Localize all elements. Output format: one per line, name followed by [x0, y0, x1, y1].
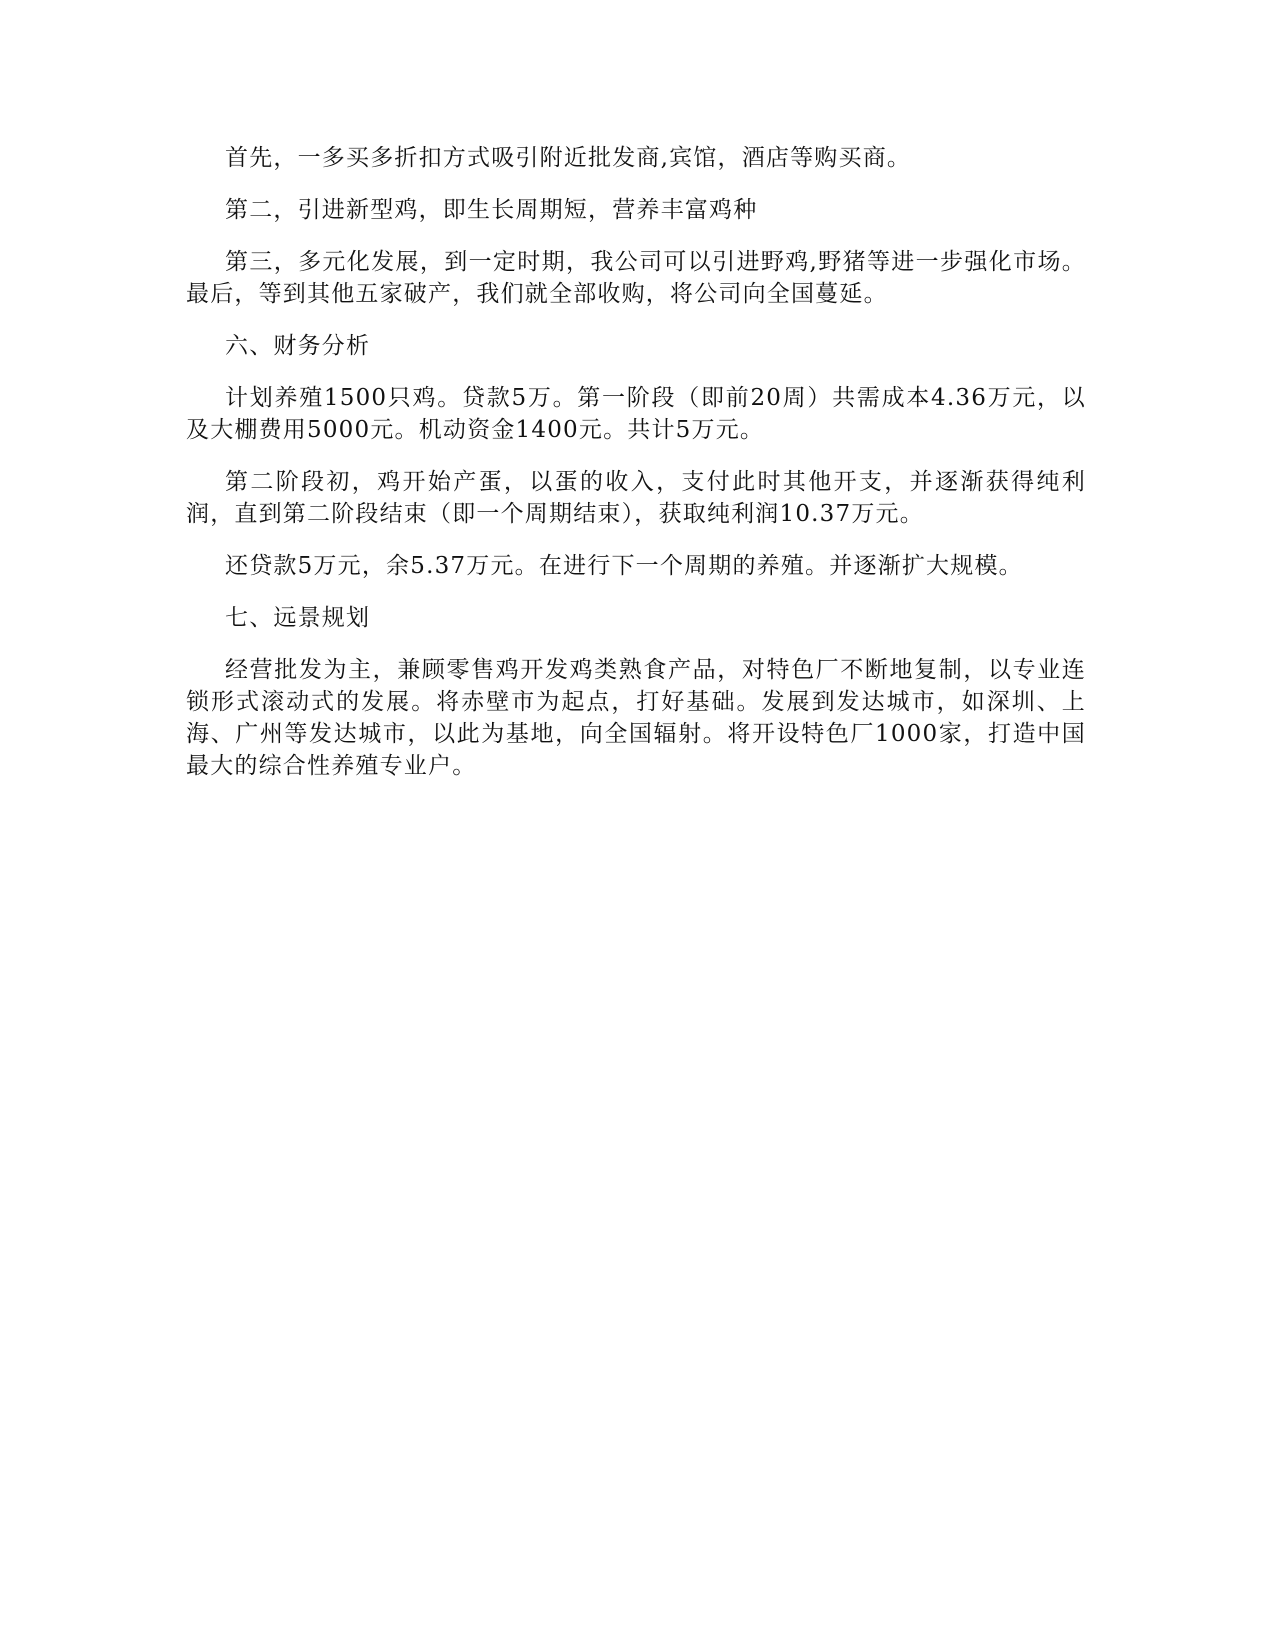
section-heading-vision: 七、远景规划 — [225, 605, 371, 631]
paragraph-vision: 经营批发为主，兼顾零售鸡开发鸡类熟食产品，对特色厂不断地复制，以专业连锁形式滚动式的发展。将赤壁市为起点，打好基础。发展到发达城市，如深圳、上海、广州等发达城市，以此为基地，向全国辐射。将开设特色厂1000家，打造中国最大的综合性养殖专业户。 — [186, 657, 1086, 779]
paragraph-strategy-2: 第二，引进新型鸡，即生长周期短，营养丰富鸡种 — [225, 197, 758, 223]
paragraph-strategy-1: 首先，一多买多折扣方式吸引附近批发商,宾馆，酒店等购买商。 — [225, 145, 912, 171]
paragraph-strategy-3: 第三，多元化发展，到一定时期，我公司可以引进野鸡,野猪等进一步强化市场。 最后，等到其他五家破产，我们就全部收购，将公司向全国蔓延。 — [186, 249, 1086, 307]
section-heading-financial-analysis: 六、财务分析 — [225, 333, 371, 359]
document-body — [186, 142, 1086, 802]
paragraph-second-stage: 第二阶段初，鸡开始产蛋，以蛋的收入，支付此时其他开支，并逐渐获得纯利润，直到第二阶段结束（即一个周期结束），获取纯利润10.37万元。 — [186, 469, 1086, 527]
paragraph-loan-repayment: 还贷款5万元，余5.37万元。在进行下一个周期的养殖。并逐渐扩大规模。 — [225, 553, 1023, 579]
paragraph-financial-plan: 计划养殖1500只鸡。贷款5万。第一阶段（即前20周）共需成本4.36万元，以及大棚费用5000元。机动资金1400元。共计5万元。 — [186, 385, 1086, 443]
